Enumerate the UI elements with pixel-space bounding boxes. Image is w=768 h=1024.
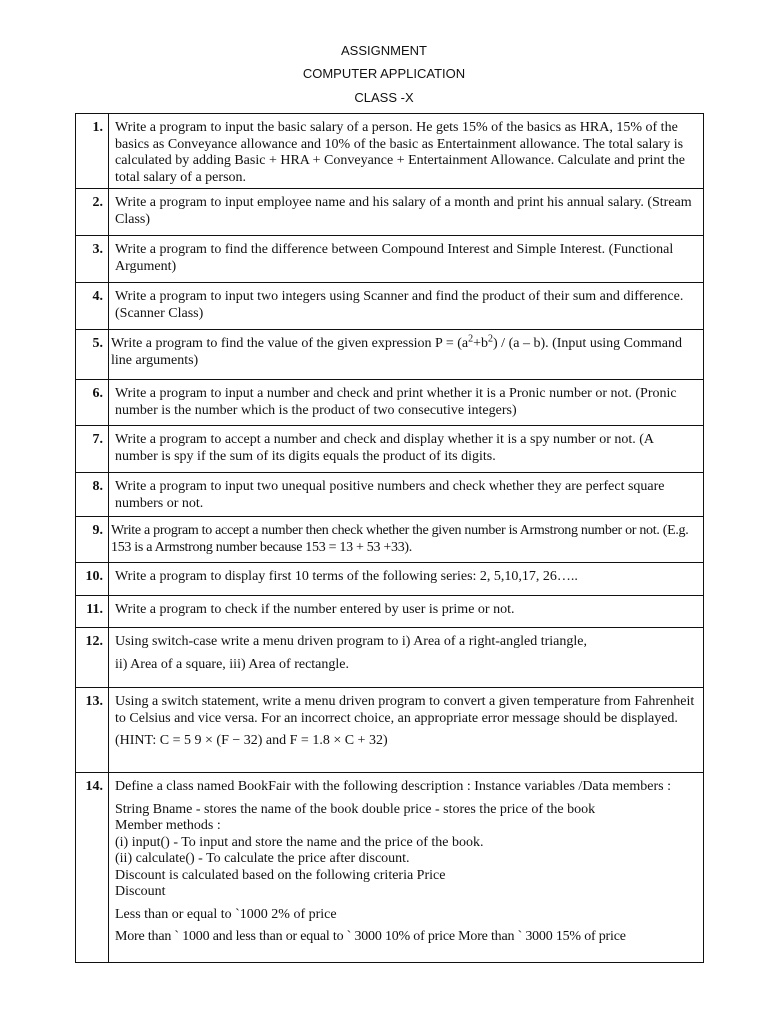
question-text: Write a program to input two unequal positive numbers and check whether they are perfect square numbers or not.: [115, 479, 665, 511]
table-row: [76, 283, 704, 330]
table-row: [76, 596, 704, 628]
question-text: Write a program to input the basic salary of a person. He gets 15% of the basics as HRA, 15% of the basics as Conveyance allowance and 10% of the basic as Entertainment allowance. The total salary is calculated by adding Basic + HRA + Conveyance + Entertainment Allowance. Calculate and print the total salary of a person.: [115, 120, 685, 185]
question-text: Member methods :: [115, 818, 221, 833]
question-text: Write a program to input a number and check and print whether it is a Pronic number or not. (Pronic number is the number which is the product of two consecutive integers): [115, 386, 677, 418]
question-text: Using a switch statement, write a menu driven program to convert a given temperature from Fahrenheit to Celsius and vice versa. For an incorrect choice, an appropriate error message should be displayed.: [115, 694, 695, 726]
question-text: Write a program to accept a number and check and display whether it is a spy number or not. (A number is spy if the sum of its digits equals the product of its digits.: [115, 432, 654, 464]
question-number: 12.: [76, 628, 109, 688]
table-row: [76, 114, 704, 189]
question-number: 3.: [76, 236, 109, 283]
question-text: Write a program to display first 10 terms of the following series: 2, 5,10,17, 26…..: [115, 569, 578, 584]
question-number: 14.: [76, 773, 109, 963]
table-row: [76, 426, 704, 473]
doc-title: ASSIGNMENT: [341, 43, 427, 58]
question-text: Write a program to accept a number then check whether the given number is Armstrong number or not. (E.g. 153 is a Armstrong number because 153 = 13 + 53 +33).: [111, 523, 689, 555]
table-row: [76, 330, 704, 380]
question-text: Discount: [115, 884, 166, 899]
table-row: [76, 688, 704, 773]
question-number: 5.: [76, 330, 109, 380]
question-text: Using switch-case write a menu driven program to i) Area of a right-angled triangle,: [115, 634, 587, 649]
question-number: 8.: [76, 473, 109, 517]
text-part: Write a program to find the value of the given expression P = (a: [111, 336, 469, 351]
question-number: 4.: [76, 283, 109, 330]
question-text: More than ` 1000 and less than or equal to ` 3000 10% of price More than ` 3000 15% of price: [115, 929, 626, 944]
question-text: ii) Area of a square, iii) Area of rectangle.: [115, 656, 350, 672]
question-text: Define a class named BookFair with the following description : Instance variables /Data members :: [115, 779, 671, 794]
superscript: 2: [468, 333, 474, 345]
question-number: 2.: [76, 189, 109, 236]
question-hint: (HINT: C = 5 9 × (F − 32) and F = 1.8 × C + 32): [115, 733, 388, 748]
question-number: 9.: [76, 517, 109, 563]
question-number: 10.: [76, 563, 109, 596]
question-text: Write a program to input employee name and his salary of a month and print his annual salary. (Stream Class): [115, 195, 692, 227]
question-text: Write a program to input two integers using Scanner and find the product of their sum and difference. (Scanner Class): [115, 289, 684, 321]
text-part: +b: [473, 336, 489, 351]
question-number: 7.: [76, 426, 109, 473]
question-text: Write a program to find the difference between Compound Interest and Simple Interest. (Functional Argument): [115, 242, 674, 274]
question-number: 11.: [76, 596, 109, 628]
table-row: [76, 628, 704, 688]
table-row: [76, 189, 704, 236]
question-text: [111, 333, 697, 369]
text-part: ) / (a – b). (Input using Command line arguments): [111, 336, 682, 368]
question-text: Write a program to check if the number entered by user is prime or not.: [115, 602, 515, 617]
table-row: [76, 473, 704, 517]
question-text: (i) input() - To input and store the name and the price of the book.: [115, 834, 484, 850]
question-text: String Bname - stores the name of the book double price - stores the price of the book: [115, 801, 596, 817]
table-row: [76, 236, 704, 283]
doc-class: CLASS -X: [354, 90, 414, 105]
superscript: 2: [488, 333, 494, 345]
table-row: [76, 517, 704, 563]
questions-table: [75, 113, 704, 963]
question-text: (ii) calculate() - To calculate the price after discount.: [115, 851, 410, 866]
question-text: Less than or equal to `1000 2% of price: [115, 906, 337, 922]
question-text: Discount is calculated based on the following criteria Price: [115, 867, 446, 883]
table-row: [76, 380, 704, 426]
table-row: [76, 563, 704, 596]
question-number: 13.: [76, 688, 109, 773]
table-row: [76, 773, 704, 963]
doc-subject: COMPUTER APPLICATION: [302, 66, 466, 81]
question-number: 6.: [76, 380, 109, 426]
question-number: 1.: [76, 114, 109, 189]
